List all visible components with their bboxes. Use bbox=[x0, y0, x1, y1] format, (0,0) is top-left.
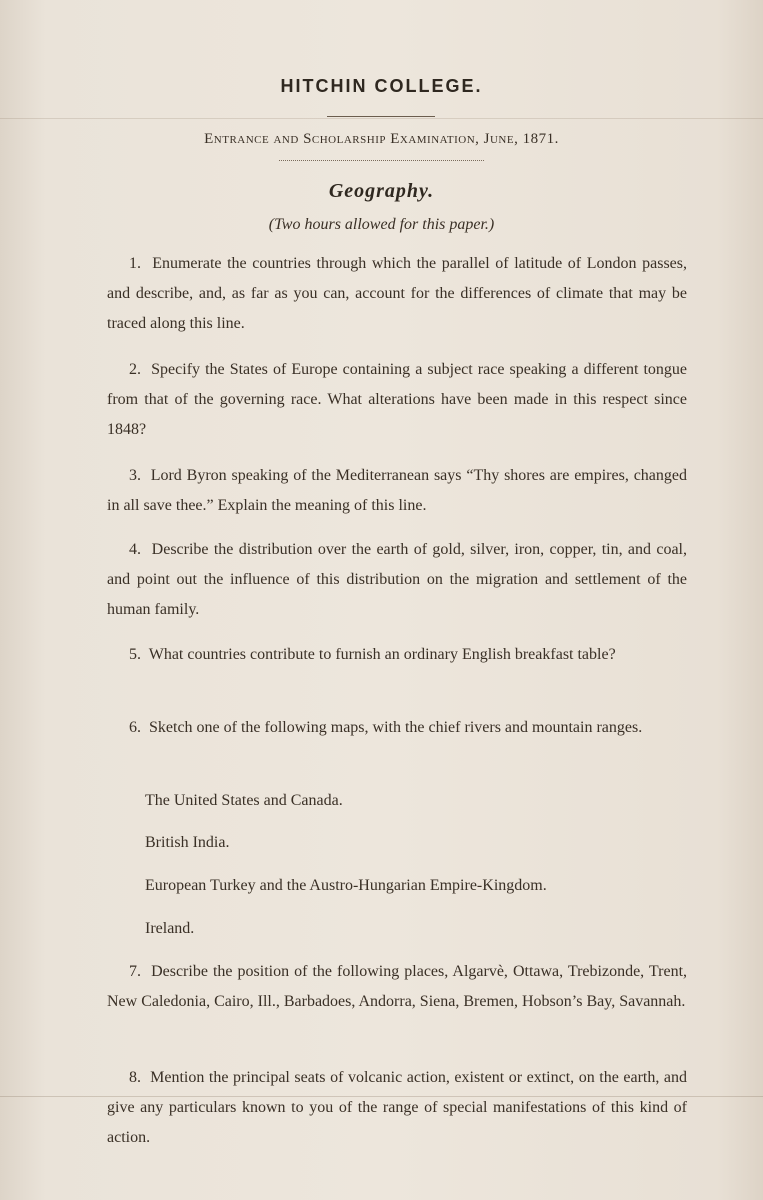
question-number: 4. bbox=[129, 541, 141, 558]
question-number: 1. bbox=[129, 255, 141, 272]
question-number: 8. bbox=[129, 1069, 141, 1086]
question-number: 5. bbox=[129, 646, 141, 663]
question-1 bbox=[107, 249, 687, 339]
question-number: 3. bbox=[129, 467, 141, 484]
map-option-2 bbox=[107, 828, 687, 858]
question-5 bbox=[107, 640, 687, 670]
question-text: What countries contribute to furnish an ordinary English breakfast table? bbox=[148, 646, 616, 663]
question-number: 7. bbox=[129, 963, 141, 980]
map-option-4 bbox=[107, 914, 687, 944]
question-text: Describe the distribution over the earth of gold, silver, iron, copper, tin, and coal, and point out the influence of this distribution on the migration and settlement of the human family. bbox=[107, 541, 688, 618]
map-option-text: European Turkey and the Austro-Hungarian Empire-Kingdom. bbox=[145, 877, 547, 894]
subject-title: Geography. bbox=[328, 180, 435, 202]
college-title: HITCHIN COLLEGE. bbox=[280, 76, 483, 96]
question-8 bbox=[107, 1063, 687, 1153]
map-option-3 bbox=[107, 871, 687, 901]
question-number: 6. bbox=[129, 719, 141, 736]
time-allowed: (Two hours allowed for this paper.) bbox=[268, 216, 495, 233]
question-text: Lord Byron speaking of the Mediterranean says “Thy shores are empires, changed in all save thee.” Explain the meaning of this line. bbox=[107, 467, 687, 514]
question-4 bbox=[107, 535, 687, 625]
question-7 bbox=[107, 957, 687, 1017]
question-number: 2. bbox=[129, 361, 141, 378]
question-text: Mention the principal seats of volcanic action, existent or extinct, on the earth, and give any particulars known to you of the range of special manifestations of this kind of action. bbox=[107, 1069, 688, 1146]
question-6 bbox=[107, 713, 687, 743]
map-option-text: British India. bbox=[145, 834, 230, 851]
question-text: Enumerate the countries through which the parallel of latitude of London passes, and describe, and, as far as you can, account for the differences of climate that may be traced along this line. bbox=[107, 255, 687, 332]
question-text: Sketch one of the following maps, with the chief rivers and mountain ranges. bbox=[149, 719, 643, 736]
map-option-1 bbox=[107, 786, 687, 816]
title-rule bbox=[327, 116, 435, 117]
question-2 bbox=[107, 355, 687, 445]
map-option-text: The United States and Canada. bbox=[145, 792, 343, 809]
question-3 bbox=[107, 461, 687, 521]
paper-fold-top bbox=[0, 118, 763, 119]
exam-title: Entrance and Scholarship Examination, June, 1871. bbox=[204, 131, 559, 147]
exam-rule bbox=[279, 160, 484, 161]
question-text: Describe the position of the following places, Algarvè, Ottawa, Trebizonde, Trent, New Caledonia, Cairo, Ill., Barbadoes, Andorra, Siena, Bremen, Hobson’s Bay, Savannah. bbox=[107, 963, 688, 1010]
question-text: Specify the States of Europe containing a subject race speaking a different tongue from that of the governing race. What alterations have been made in this respect since 1848? bbox=[107, 361, 688, 438]
map-option-text: Ireland. bbox=[145, 920, 195, 937]
